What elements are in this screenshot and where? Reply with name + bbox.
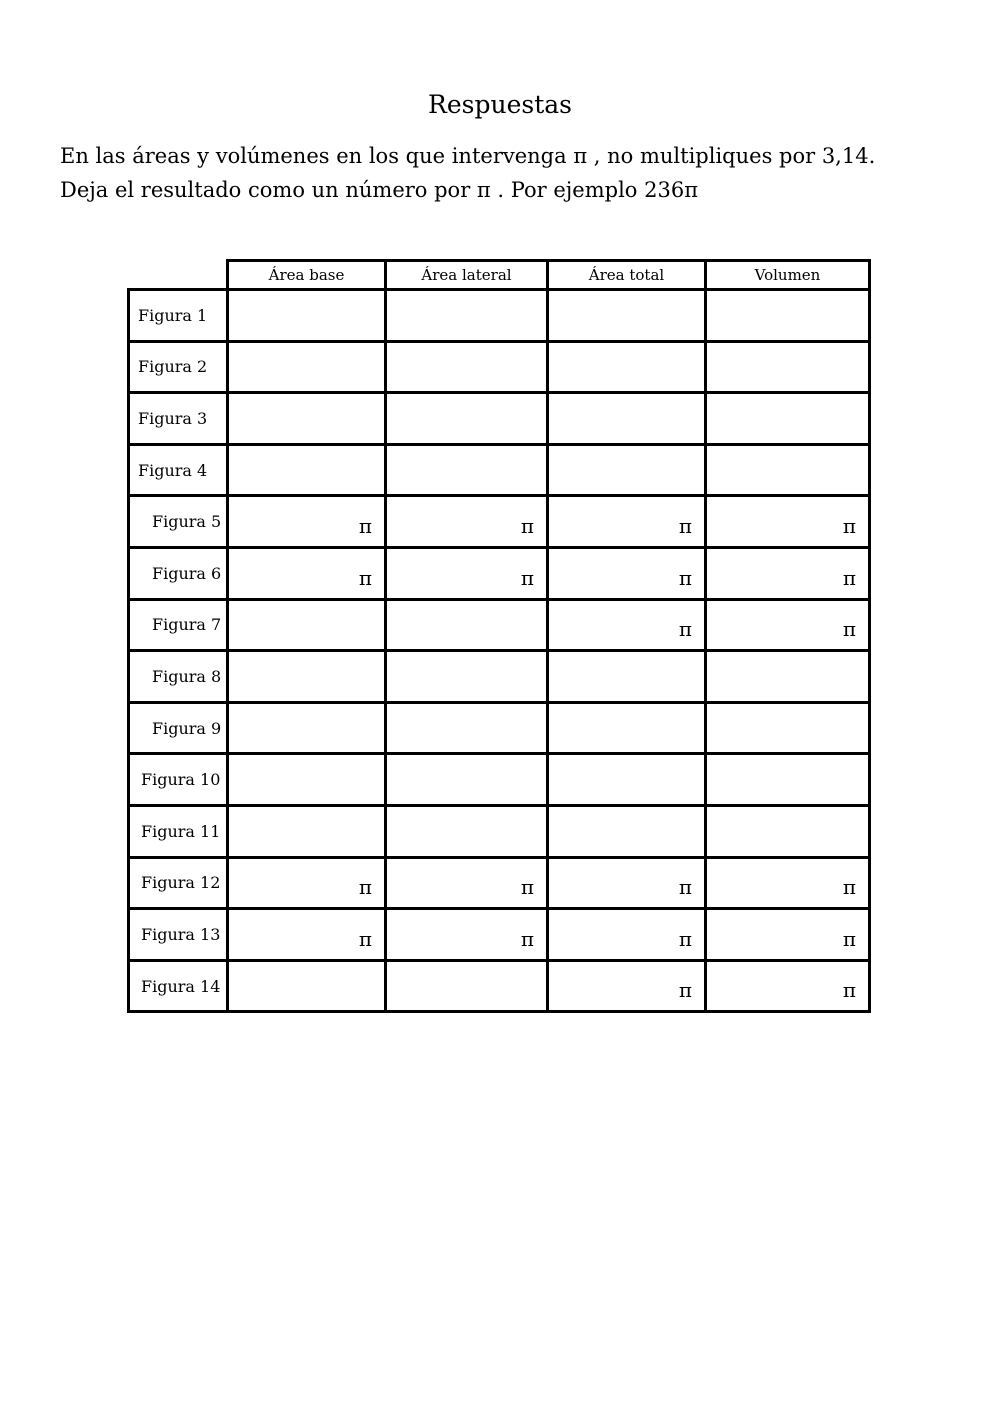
answer-cell-area-base[interactable] bbox=[228, 805, 386, 857]
answer-cell-volumen[interactable]: π bbox=[706, 547, 870, 599]
answer-cell-area-total[interactable]: π bbox=[548, 960, 706, 1012]
row-label: Figura 14 bbox=[129, 960, 228, 1012]
answer-cell-area-total[interactable] bbox=[548, 754, 706, 806]
header-volumen: Volumen bbox=[706, 261, 870, 290]
header-area-lateral: Área lateral bbox=[386, 261, 548, 290]
row-label: Figura 12 bbox=[129, 857, 228, 909]
table-row bbox=[129, 496, 870, 548]
answer-cell-area-lateral[interactable] bbox=[386, 599, 548, 651]
table-row bbox=[129, 547, 870, 599]
page-title: Respuestas bbox=[428, 90, 572, 119]
answer-cell-area-base[interactable]: π bbox=[228, 857, 386, 909]
answer-cell-volumen[interactable] bbox=[706, 393, 870, 445]
table-row bbox=[129, 857, 870, 909]
answer-cell-area-total[interactable]: π bbox=[548, 909, 706, 961]
answer-cell-area-base[interactable] bbox=[228, 599, 386, 651]
answer-cell-area-lateral[interactable] bbox=[386, 805, 548, 857]
answer-cell-volumen[interactable]: π bbox=[706, 599, 870, 651]
table-row bbox=[129, 651, 870, 703]
answer-cell-area-total[interactable]: π bbox=[548, 599, 706, 651]
answer-cell-area-base[interactable]: π bbox=[228, 909, 386, 961]
row-label: Figura 9 bbox=[129, 702, 228, 754]
answer-cell-area-lateral[interactable] bbox=[386, 702, 548, 754]
table-row bbox=[129, 754, 870, 806]
table-row bbox=[129, 702, 870, 754]
row-label: Figura 5 bbox=[129, 496, 228, 548]
table-row bbox=[129, 599, 870, 651]
row-label: Figura 3 bbox=[129, 393, 228, 445]
answer-cell-area-base[interactable] bbox=[228, 702, 386, 754]
row-label: Figura 4 bbox=[129, 444, 228, 496]
answer-cell-volumen[interactable] bbox=[706, 290, 870, 342]
answer-cell-area-base[interactable] bbox=[228, 651, 386, 703]
answer-cell-volumen[interactable]: π bbox=[706, 496, 870, 548]
answer-cell-area-total[interactable]: π bbox=[548, 547, 706, 599]
header-area-total: Área total bbox=[548, 261, 706, 290]
header-area-base: Área base bbox=[228, 261, 386, 290]
answer-cell-volumen[interactable] bbox=[706, 702, 870, 754]
answer-cell-area-lateral[interactable] bbox=[386, 960, 548, 1012]
answer-cell-volumen[interactable] bbox=[706, 805, 870, 857]
table-row bbox=[129, 290, 870, 342]
answer-cell-area-lateral[interactable] bbox=[386, 444, 548, 496]
answer-cell-area-total[interactable]: π bbox=[548, 857, 706, 909]
answer-cell-area-total[interactable] bbox=[548, 702, 706, 754]
answer-cell-volumen[interactable]: π bbox=[706, 960, 870, 1012]
answers-table bbox=[127, 259, 871, 1013]
table-row bbox=[129, 960, 870, 1012]
table-row bbox=[129, 444, 870, 496]
answer-cell-area-lateral[interactable] bbox=[386, 651, 548, 703]
answer-cell-area-base[interactable] bbox=[228, 754, 386, 806]
answer-cell-area-lateral[interactable]: π bbox=[386, 909, 548, 961]
answer-cell-volumen[interactable]: π bbox=[706, 909, 870, 961]
answer-cell-volumen[interactable] bbox=[706, 444, 870, 496]
answer-cell-area-total[interactable] bbox=[548, 341, 706, 393]
answer-cell-area-total[interactable] bbox=[548, 805, 706, 857]
instruction-line-2: Deja el resultado como un número por π . Por ejemplo 236π bbox=[60, 178, 699, 202]
table-row bbox=[129, 805, 870, 857]
row-label: Figura 7 bbox=[129, 599, 228, 651]
row-label: Figura 11 bbox=[129, 805, 228, 857]
table-row bbox=[129, 341, 870, 393]
answer-cell-area-lateral[interactable]: π bbox=[386, 496, 548, 548]
header-row bbox=[129, 261, 870, 290]
answer-cell-area-lateral[interactable]: π bbox=[386, 857, 548, 909]
answer-cell-area-base[interactable] bbox=[228, 960, 386, 1012]
answer-cell-area-total[interactable]: π bbox=[548, 496, 706, 548]
row-label: Figura 13 bbox=[129, 909, 228, 961]
row-label: Figura 10 bbox=[129, 754, 228, 806]
answer-cell-area-lateral[interactable] bbox=[386, 393, 548, 445]
answer-cell-area-lateral[interactable] bbox=[386, 290, 548, 342]
answer-cell-area-base[interactable] bbox=[228, 444, 386, 496]
answer-cell-volumen[interactable] bbox=[706, 341, 870, 393]
row-label: Figura 1 bbox=[129, 290, 228, 342]
table-row bbox=[129, 909, 870, 961]
corner-cell bbox=[129, 261, 228, 290]
answer-cell-area-lateral[interactable]: π bbox=[386, 547, 548, 599]
instruction-line-1: En las áreas y volúmenes en los que intervenga π , no multipliques por 3,14. bbox=[60, 144, 876, 168]
answer-cell-area-total[interactable] bbox=[548, 651, 706, 703]
answer-cell-volumen[interactable] bbox=[706, 651, 870, 703]
row-label: Figura 6 bbox=[129, 547, 228, 599]
answer-cell-area-base[interactable]: π bbox=[228, 547, 386, 599]
answer-cell-area-base[interactable] bbox=[228, 341, 386, 393]
answer-cell-volumen[interactable] bbox=[706, 754, 870, 806]
row-label: Figura 8 bbox=[129, 651, 228, 703]
answer-cell-area-total[interactable] bbox=[548, 444, 706, 496]
answer-cell-area-base[interactable] bbox=[228, 393, 386, 445]
answer-cell-area-total[interactable] bbox=[548, 393, 706, 445]
answer-cell-area-base[interactable] bbox=[228, 290, 386, 342]
answer-cell-area-base[interactable]: π bbox=[228, 496, 386, 548]
answer-cell-area-lateral[interactable] bbox=[386, 754, 548, 806]
answer-cell-volumen[interactable]: π bbox=[706, 857, 870, 909]
table-row bbox=[129, 393, 870, 445]
answer-cell-area-total[interactable] bbox=[548, 290, 706, 342]
row-label: Figura 2 bbox=[129, 341, 228, 393]
answer-cell-area-lateral[interactable] bbox=[386, 341, 548, 393]
